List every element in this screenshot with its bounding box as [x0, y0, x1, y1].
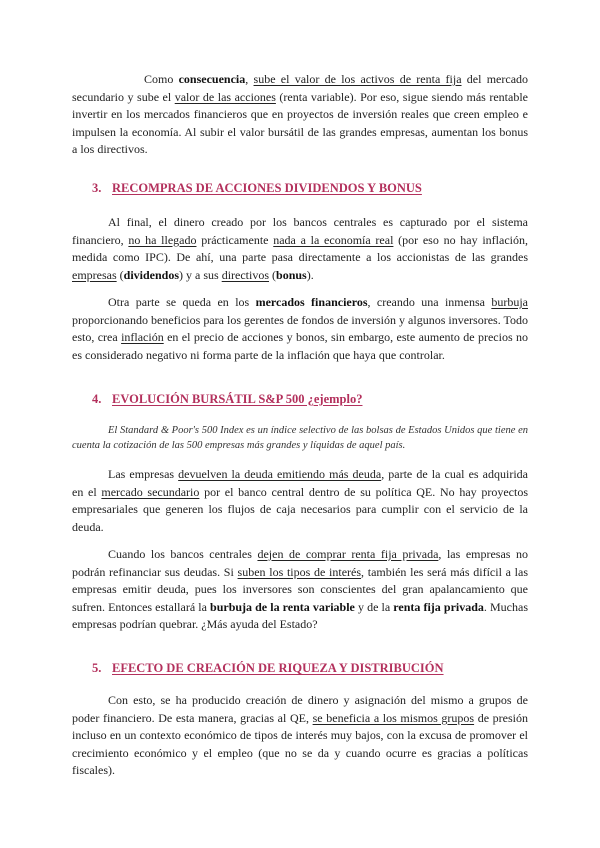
underlined-term: inflación — [121, 330, 164, 344]
underlined-term: se beneficia a los mismos grupos — [312, 710, 475, 725]
underlined-term: devuelven la deuda emitiendo más deuda — [178, 467, 382, 481]
heading-text: EVOLUCIÓN BURSÁTIL S&P 500 ¿ejemplo? — [112, 392, 363, 406]
text-run: (renta variable). Por eso, sigue siendo más rentable invertir en los mercados financieros que en proyectos de inversión reales que creen empleo e impulsen la economía. Al subir el valor bursátil de las grandes empresas, aumentan los bonus a los directivos. — [72, 89, 528, 156]
bold-term: burbuja de la renta variable — [210, 599, 355, 614]
text-run: ). — [306, 267, 314, 282]
underlined-term: no ha llegado — [128, 232, 197, 247]
text-run: . Muchas empresas podrían quebrar. ¿Más ayuda del Estado? — [72, 599, 528, 631]
section-heading-3 — [92, 181, 422, 196]
text-run: de presión incluso en un contexto económico de tipos de interés muy bajos, con la excusa de promover el crecimiento económico y el empleo (que no se da y cuando ocurre es gracias a políticas fiscales). — [72, 710, 528, 777]
paragraph-central-banks — [72, 546, 528, 634]
text-run: (por eso no hay inflación, medida como IPC). De ahí, una parte pasa directamente a los accionistas de las grandes — [72, 232, 528, 264]
text-run: Como — [144, 72, 179, 86]
text-run: , las empresas no podrán refinanciar sus deudas. Si — [72, 547, 529, 579]
underlined-term: sube el valor de los activos de renta fija — [253, 72, 462, 86]
heading-text: EFECTO DE CREACIÓN DE RIQUEZA Y DISTRIBUCIÓN — [112, 661, 444, 675]
text-run: ) y a sus — [179, 267, 222, 282]
bold-term: dividendos — [123, 267, 180, 282]
section-heading-4 — [92, 392, 362, 407]
text-run: Al final, el dinero creado por los bancos centrales es capturado por el sistema financiero, — [72, 215, 528, 247]
text-run: proporcionando beneficios para los gerentes de fondos de inversión y algunos inversores. Todo esto, crea — [72, 312, 528, 344]
bold-term: mercados financieros — [255, 295, 368, 309]
text-run: , parte de la cual es adquirida en el — [72, 467, 528, 499]
heading-number: 4. — [92, 392, 102, 406]
text-run: ( — [269, 267, 277, 282]
text-run: Las empresas — [108, 467, 179, 481]
text-run: en el precio de acciones y bonos, sin embargo, este aumento de precios no es considerado negativo ni forma parte de la inflación que haya que controlar. — [72, 330, 528, 362]
text-run: , creando una inmensa — [367, 295, 492, 309]
bold-term: consecuencia — [178, 72, 246, 86]
paragraph-capture — [72, 214, 528, 284]
bold-term: renta fija privada — [393, 599, 484, 614]
text-run: , también les será más difícil a las empresas emitir deuda, pues los inversores son conscientes del gran apalancamiento que sufren. Entonces estallará la — [72, 564, 528, 614]
heading-text: RECOMPRAS DE ACCIONES DIVIDENDOS Y BONUS — [112, 181, 422, 195]
text-run: ( — [116, 267, 124, 282]
heading-number: 5. — [92, 661, 102, 675]
bold-term: bonus — [276, 267, 307, 282]
underlined-term: mercado secundario — [101, 484, 200, 499]
underlined-term: nada a la economía real — [273, 232, 394, 247]
text-run: Con esto, se ha producido creación de dinero y asignación del mismo a grupos de poder financiero. De esta manera, gracias al QE, — [72, 693, 528, 725]
underlined-term: dejen de comprar renta fija privada — [257, 547, 439, 561]
text-run: Otra parte se queda en los — [108, 295, 256, 309]
paragraph-debt — [72, 466, 528, 536]
underlined-term: directivos — [221, 267, 270, 282]
section-heading-5 — [92, 661, 444, 676]
paragraph-wealth-effect — [72, 692, 528, 780]
underlined-term: burbuja — [491, 295, 528, 309]
paragraph-bubble — [72, 294, 528, 364]
text-run: , — [245, 72, 254, 86]
underlined-term: empresas — [72, 267, 117, 282]
text-run: y de la — [354, 599, 394, 614]
text-run: prácticamente — [196, 232, 274, 247]
underlined-term: valor de las acciones — [174, 89, 276, 104]
heading-number: 3. — [92, 181, 102, 195]
sp500-definition-quote: El Standard & Poor's 500 Index es un índice selectivo de las bolsas de Estados Unidos que tiene en cuenta la cotización de las 500 empresas más grandes y líquidas de aquel país. — [72, 425, 528, 451]
underlined-term: suben los tipos de interés — [237, 564, 362, 579]
text-run: del mercado secundario y sube el — [72, 72, 529, 104]
paragraph-consequence — [72, 71, 528, 159]
text-run: por el banco central dentro de su política QE. No hay proyectos empresariales que generen los flujos de caja necesarios para cumplir con el servicio de la deuda. — [72, 484, 528, 534]
text-run: Cuando los bancos centrales — [108, 547, 258, 561]
